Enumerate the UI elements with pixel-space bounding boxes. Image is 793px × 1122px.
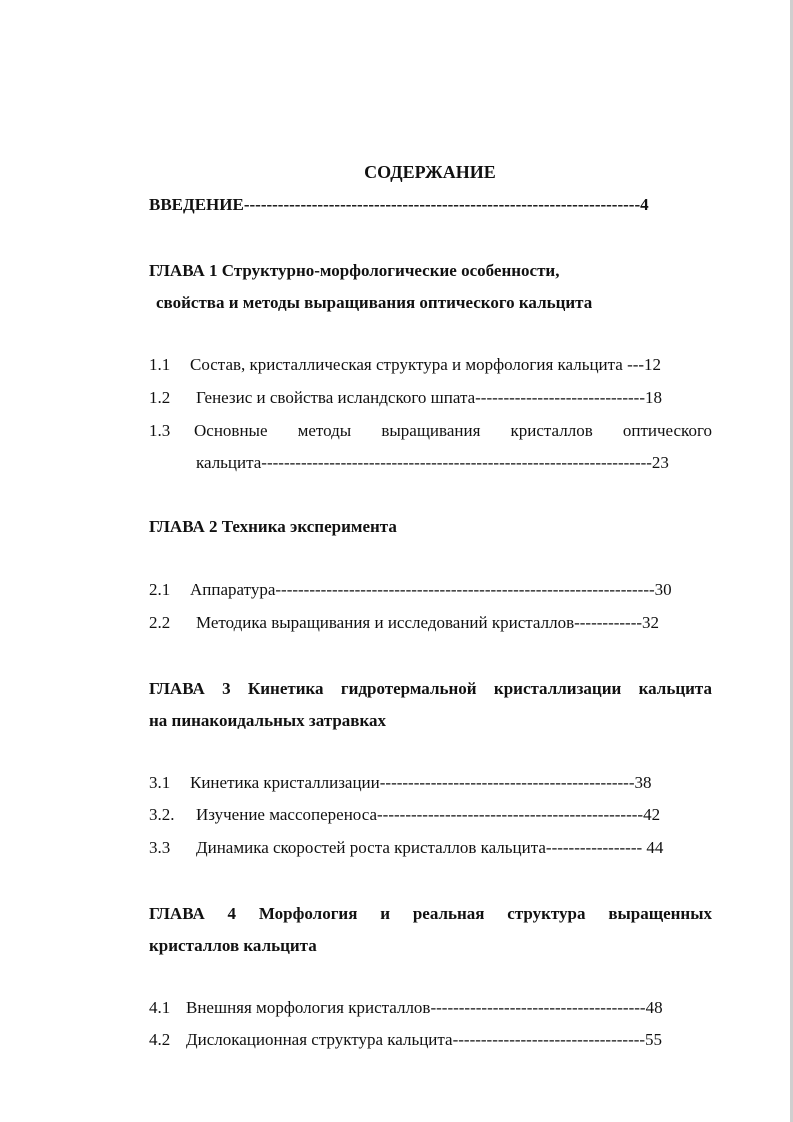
chapter-4-heading-cont: кристаллов кальцита — [149, 936, 317, 955]
toc-entry-number: 2.2 — [149, 613, 171, 632]
toc-entry-text-cont: кальцита---------------------------------------------------------------------23 — [196, 453, 669, 472]
toc-entry-number: 4.1 — [149, 998, 171, 1017]
chapter-3-heading-cont: на пинакоидальных затравках — [149, 711, 387, 730]
chapter-4-heading: ГЛАВА 4 Морфология и реальная структура выращенных — [149, 904, 712, 923]
toc-entry-number: 3.1 — [149, 773, 171, 792]
toc-entry-text: Аппаратура-------------------------------------------------------------------30 — [190, 580, 672, 599]
toc-entry-number: 2.1 — [149, 580, 171, 599]
toc-entry-text: Состав, кристаллическая структура и морфология кальцита ---12 — [190, 355, 662, 374]
toc-entry-number: 4.2 — [149, 1030, 171, 1049]
chapter-3-heading: ГЛАВА 3 Кинетика гидротермальной кристаллизации кальцита — [149, 679, 712, 698]
chapter-1-heading: ГЛАВА 1 Структурно-морфологические особенности, — [149, 261, 560, 280]
toc-entry-number: 1.2 — [149, 388, 171, 407]
toc-entry-number: 3.2. — [149, 805, 175, 824]
toc-entry-text: Динамика скоростей роста кристаллов кальцита----------------- 44 — [196, 838, 664, 857]
page-title: СОДЕРЖАНИЕ — [364, 162, 496, 182]
toc-entry-text: Генезис и свойства исландского шпата------------------------------18 — [196, 388, 662, 407]
toc-entry-text: Основные методы выращивания кристаллов оптического — [194, 421, 712, 440]
chapter-2-heading: ГЛАВА 2 Техника эксперимента — [149, 517, 397, 536]
toc-entry-text: Внешняя морфология кристаллов--------------------------------------48 — [186, 998, 663, 1017]
toc-entry-text: Изучение массопереноса-----------------------------------------------42 — [196, 805, 661, 824]
toc-entry-number: 3.3 — [149, 838, 171, 857]
toc-entry-text: Кинетика кристаллизации---------------------------------------------38 — [190, 773, 652, 792]
toc-intro: ВВЕДЕНИЕ----------------------------------------------------------------------4 — [149, 195, 649, 214]
toc-entry-number: 1.1 — [149, 355, 171, 374]
chapter-1-heading-cont: свойства и методы выращивания оптического кальцита — [156, 293, 593, 312]
toc-entry-text: Методика выращивания и исследований кристаллов------------32 — [196, 613, 660, 632]
toc-entry-text: Дислокационная структура кальцита----------------------------------55 — [186, 1030, 663, 1049]
toc-entry-number: 1.3 — [149, 421, 171, 440]
